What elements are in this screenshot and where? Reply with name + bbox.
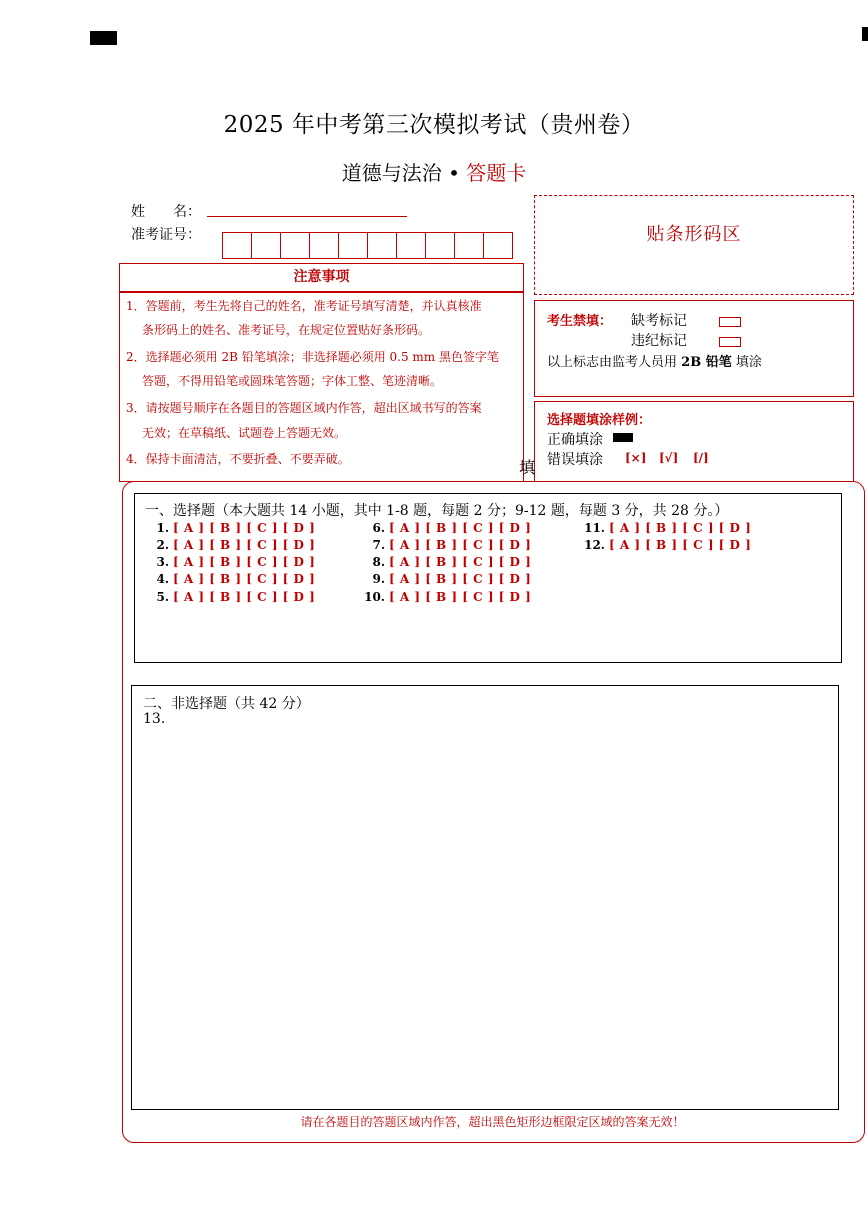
page-subtitle [0, 157, 868, 186]
question-row[interactable]: 5. [ A ] [ B ] [ C ] [ D ] [156, 590, 316, 604]
absent-mark-rect[interactable] [719, 317, 741, 327]
correct-fill-label: 正确填涂 [547, 432, 603, 448]
notice-item: 答题，不得用铅笔或圆珠笔答题；字体工整、笔迹清晰。 [142, 374, 443, 388]
answer-options[interactable]: [ A ] [ B ] [ C ] [ D ] [389, 521, 532, 535]
sample-title: 选择题填涂样例： [547, 413, 652, 428]
forbidden-panel [534, 300, 854, 397]
non-choice-section-title: 二、非选择题（共 42 分） [143, 696, 310, 712]
absent-mark-box[interactable] [719, 311, 741, 330]
question-row[interactable]: 7. [ A ] [ B ] [ C ] [ D ] [372, 538, 532, 552]
question-row[interactable]: 4. [ A ] [ B ] [ C ] [ D ] [156, 572, 316, 586]
exam-number-boxes[interactable] [223, 232, 513, 259]
forbidden-note-prefix: 以上标志由监考人员用 [547, 355, 678, 370]
question-13-number: 13. [143, 711, 166, 727]
choice-section [134, 493, 842, 663]
wrong-mark-cross: [×] [625, 451, 647, 465]
notice-item: 3．请按题号顺序在各题目的答题区域内作答，超出区域书写的答案 [126, 401, 482, 415]
subject-name: 道德与法治 [341, 161, 442, 185]
answer-card-label: 答题卡 [466, 161, 527, 185]
exam-number-digit-box[interactable] [251, 232, 281, 259]
wrong-fill-label: 错误填涂 [547, 452, 603, 468]
registration-mark-left [90, 31, 117, 45]
page-title: 2025 年中考第三次模拟考试（贵州卷） [223, 112, 645, 138]
exam-number-digit-box[interactable] [280, 232, 310, 259]
exam-number-digit-box[interactable] [454, 232, 484, 259]
answer-options[interactable]: [ A ] [ B ] [ C ] [ D ] [389, 555, 532, 569]
notice-item: 无效；在草稿纸、试题卷上答题无效。 [142, 426, 347, 440]
notice-item: 条形码上的姓名、准考证号，在规定位置贴好条形码。 [142, 323, 431, 337]
question-row[interactable]: 3. [ A ] [ B ] [ C ] [ D ] [156, 555, 316, 569]
exam-number-label: 准考证号： [131, 227, 201, 243]
question-row[interactable]: 1. [ A ] [ B ] [ C ] [ D ] [156, 521, 316, 535]
question-row[interactable]: 2. [ A ] [ B ] [ C ] [ D ] [156, 538, 316, 552]
subtitle-dot: • [448, 161, 460, 185]
exam-number-digit-box[interactable] [367, 232, 397, 259]
forbidden-note [547, 351, 762, 370]
violation-label: 违纪标记 [631, 333, 687, 349]
name-field[interactable] [207, 200, 407, 217]
question-row[interactable]: 6. [ A ] [ B ] [ C ] [ D ] [372, 521, 532, 535]
exam-number-digit-box[interactable] [483, 232, 513, 259]
question-row[interactable]: 11. [ A ] [ B ] [ C ] [ D ] [584, 521, 752, 535]
correct-fill-sample [613, 433, 633, 442]
forbidden-note-bold: 2B 铅笔 [681, 355, 732, 370]
registration-mark-right [862, 27, 868, 41]
sample-panel [534, 401, 854, 482]
non-choice-section[interactable] [131, 685, 839, 1110]
answer-options[interactable]: [ A ] [ B ] [ C ] [ D ] [173, 590, 316, 604]
notice-item: 2．选择题必须用 2B 铅笔填涂；非选择题必须用 0.5 mm 黑色签字笔 [126, 350, 500, 364]
question-row[interactable]: 8. [ A ] [ B ] [ C ] [ D ] [372, 555, 532, 569]
answer-options[interactable]: [ A ] [ B ] [ C ] [ D ] [173, 521, 316, 535]
answer-options[interactable]: [ A ] [ B ] [ C ] [ D ] [389, 572, 532, 586]
answer-options[interactable]: [ A ] [ B ] [ C ] [ D ] [389, 538, 532, 552]
wrong-mark-check: [√] [659, 451, 679, 465]
barcode-label: 贴条形码区 [646, 224, 742, 245]
answer-options[interactable]: [ A ] [ B ] [ C ] [ D ] [609, 538, 752, 552]
question-row[interactable]: 10. [ A ] [ B ] [ C ] [ D ] [364, 590, 532, 604]
answer-options[interactable]: [ A ] [ B ] [ C ] [ D ] [173, 538, 316, 552]
exam-number-digit-box[interactable] [338, 232, 368, 259]
notice-heading: 注意事项 [119, 263, 524, 292]
choice-section-title: 一、选择题（本大题共 14 小题，其中 1-8 题，每题 2 分；9-12 题，每题 3 分，共 28 分。） [145, 503, 729, 519]
barcode-area [534, 195, 854, 295]
exam-number-digit-box[interactable] [309, 232, 339, 259]
answer-options[interactable]: [ A ] [ B ] [ C ] [ D ] [389, 590, 532, 604]
notice-item: 4．保持卡面清洁，不要折叠、不要弄破。 [126, 452, 350, 466]
footer-note: 请在各题目的答题区域内作答，超出黑色矩形边框限定区域的答案无效！ [300, 1115, 685, 1129]
absent-label: 缺考标记 [631, 313, 687, 329]
answer-options[interactable]: [ A ] [ B ] [ C ] [ D ] [609, 521, 752, 535]
violation-mark-rect[interactable] [719, 337, 741, 347]
wrong-mark-slash: [/] [693, 451, 709, 465]
notice-item: 1．答题前，考生先将自己的姓名，准考证号填写清楚，并认真核准 [126, 299, 482, 313]
exam-number-digit-box[interactable] [425, 232, 455, 259]
forbidden-label: 考生禁填： [547, 314, 613, 329]
violation-mark-box[interactable] [719, 331, 741, 350]
exam-number-digit-box[interactable] [222, 232, 252, 259]
forbidden-note-suffix: 填涂 [735, 355, 762, 370]
question-row[interactable]: 9. [ A ] [ B ] [ C ] [ D ] [372, 572, 532, 586]
exam-number-digit-box[interactable] [396, 232, 426, 259]
notice-box [119, 292, 536, 482]
answer-options[interactable]: [ A ] [ B ] [ C ] [ D ] [173, 572, 316, 586]
question-row[interactable]: 12. [ A ] [ B ] [ C ] [ D ] [584, 538, 752, 552]
answer-options[interactable]: [ A ] [ B ] [ C ] [ D ] [173, 555, 316, 569]
name-label: 姓 名： [131, 204, 201, 220]
overlap-fragment: 填 [519, 458, 536, 477]
